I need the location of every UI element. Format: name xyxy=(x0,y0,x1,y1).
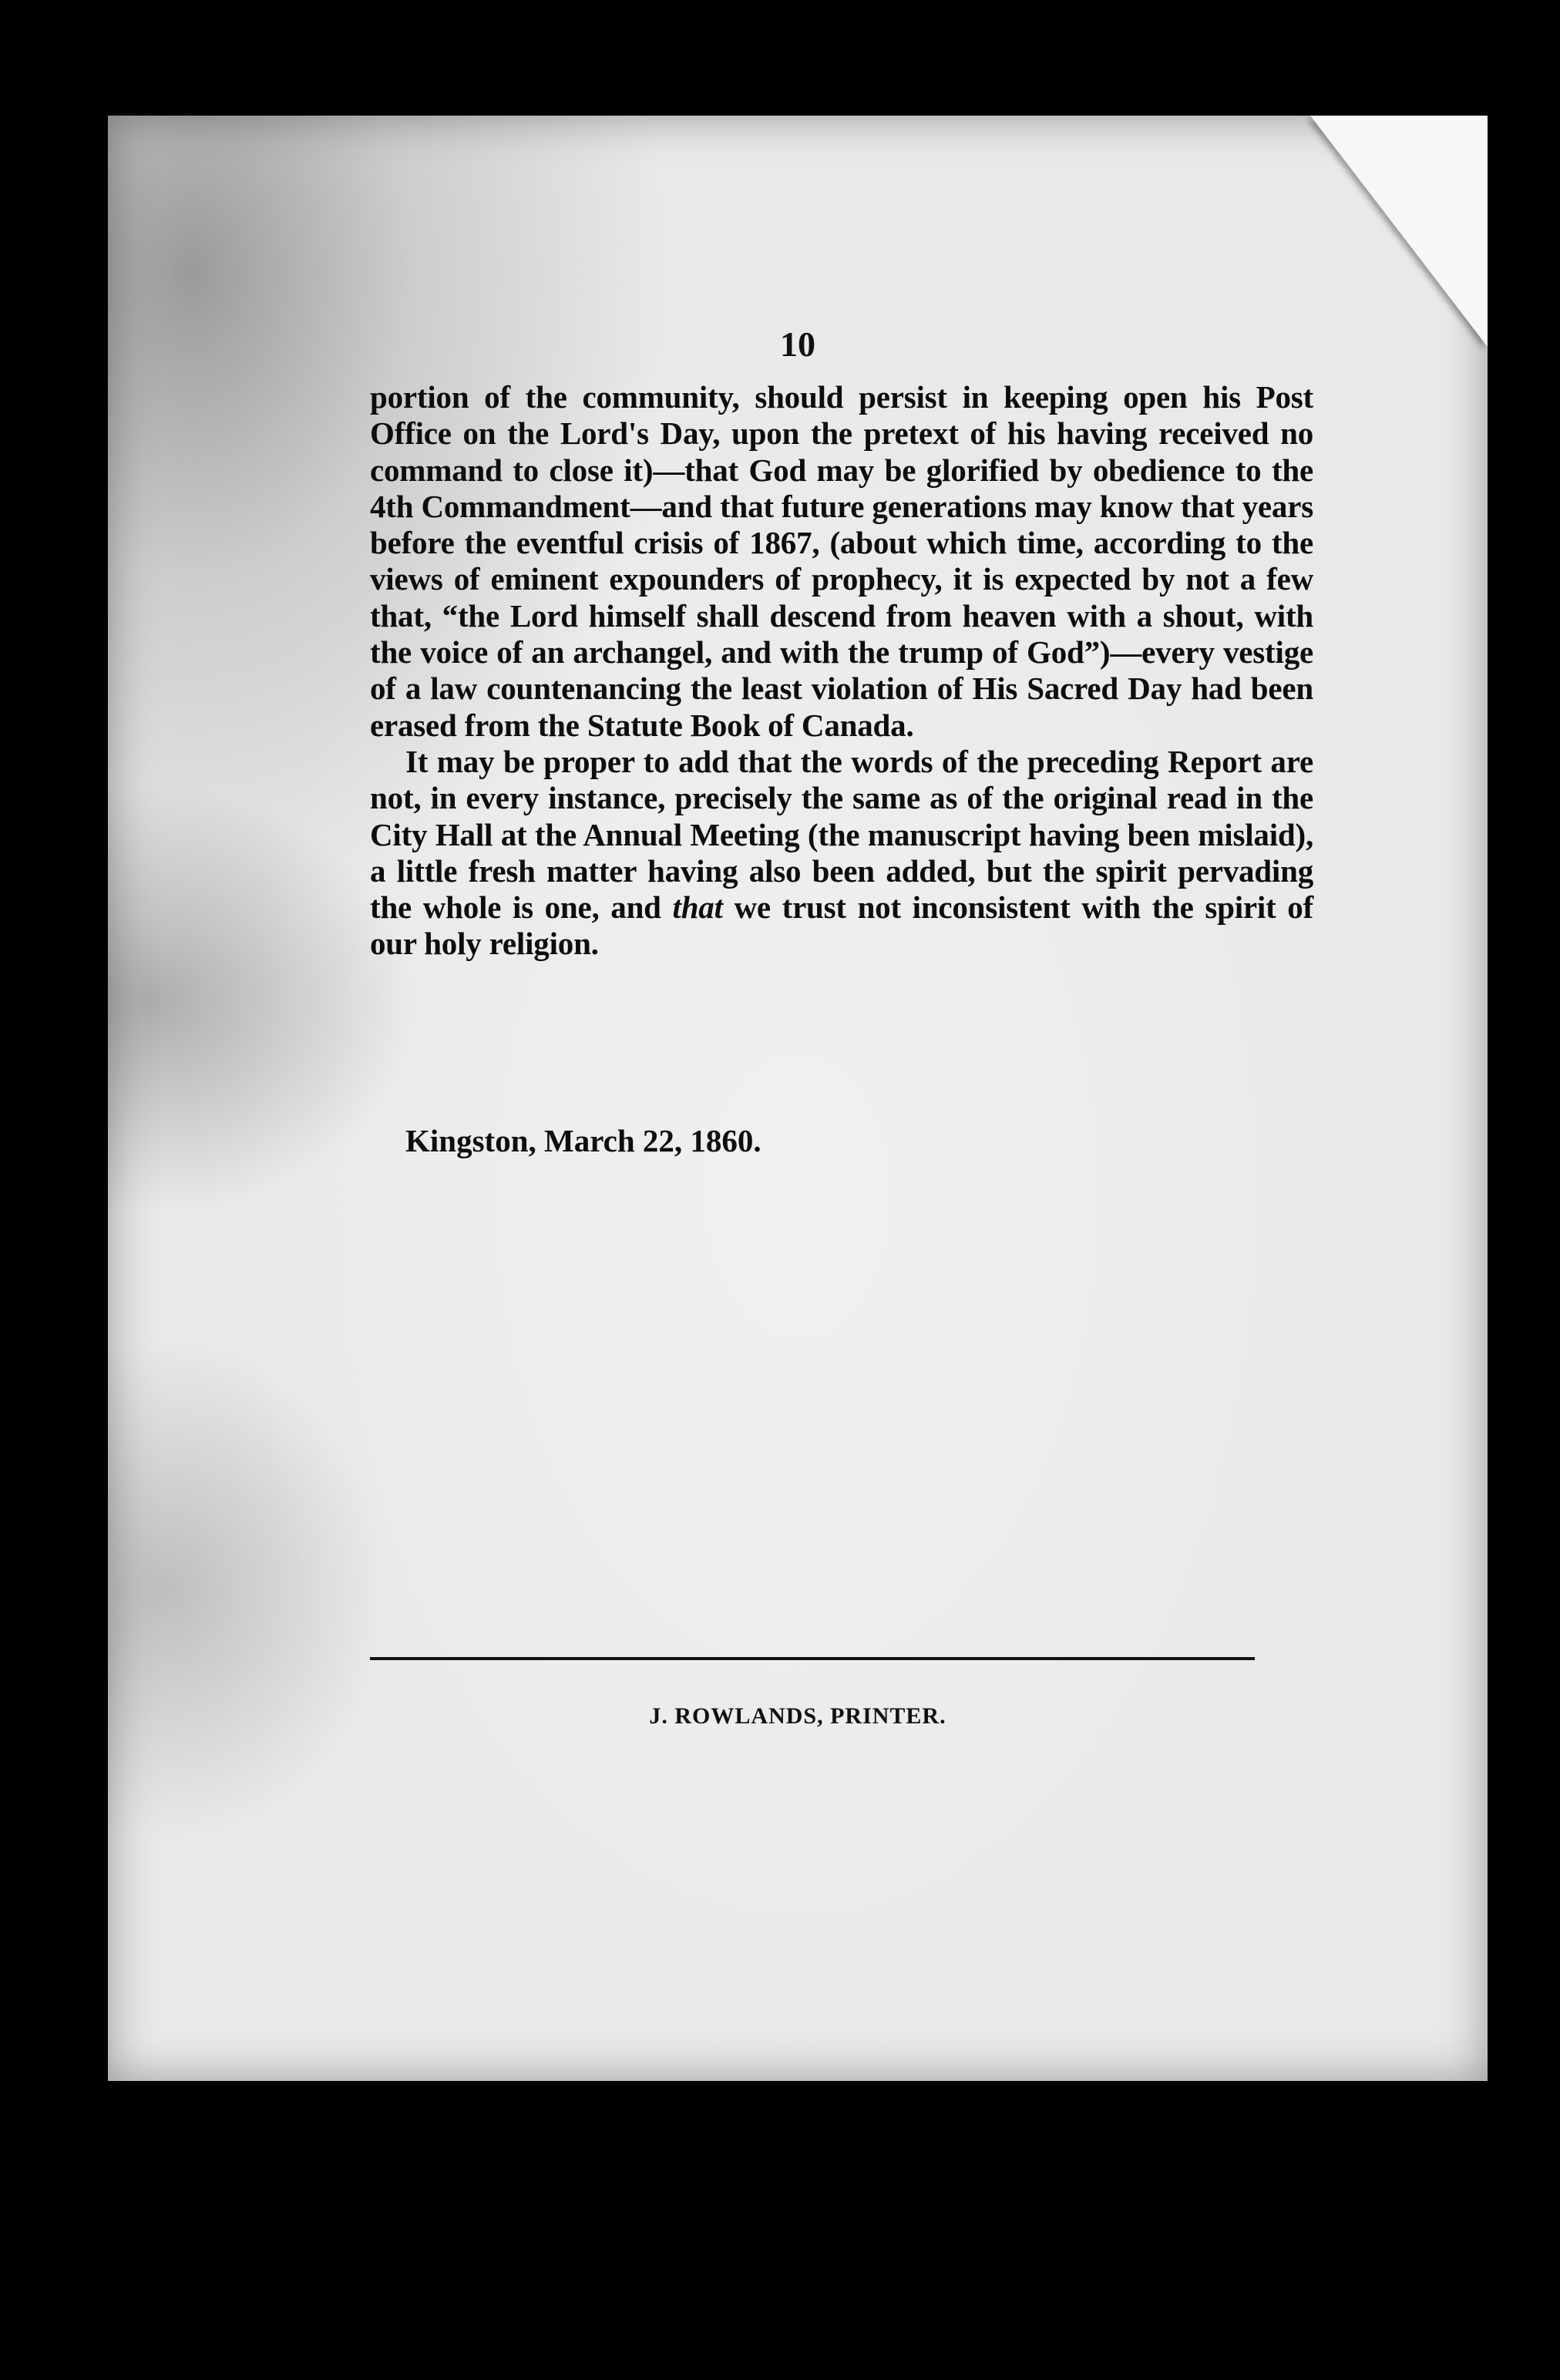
paragraph-2-ending: we trust not inconsistent with the spirit of our holy religion. xyxy=(370,889,1314,962)
document-page xyxy=(108,116,1488,2081)
body-text xyxy=(370,379,1313,963)
emphasized-word: that xyxy=(672,889,723,926)
paragraph-2-text: It may be proper to add that the words of the preceding Report are not, in every instance, precisely the same as of the original read in the City Hall at the Annual Meeting (the manuscript having been mislaid), a little fresh matter having also been added, but the spirit pervading the whole is one, and xyxy=(370,743,1313,926)
place-date-signoff: Kingston, March 22, 1860. xyxy=(405,1123,762,1158)
paragraph-1: portion of the community, should persist in keeping open his Post Office on the Lord's Day, upon the pretext of his having received no command to close it)—that God may be glorified by obedience to the 4th Commandment—and that future generations may know that years before the eventful crisis of 1867, (about which time, according to the views of eminent expounders of prophecy, it is expected by not a few that, “the Lord himself shall descend from heaven with a shout, with the voice of an archangel, and with the trump of God”)—every vestige of a law countenancing the least violation of His Sacred Day had been erased from the Statute Book of Canada. xyxy=(370,379,1313,743)
folded-corner xyxy=(1310,116,1488,347)
page-number: 10 xyxy=(780,324,815,364)
horizontal-rule xyxy=(370,1657,1255,1660)
paragraph-2 xyxy=(370,744,1313,963)
printer-imprint: J. ROWLANDS, PRINTER. xyxy=(649,1703,946,1729)
